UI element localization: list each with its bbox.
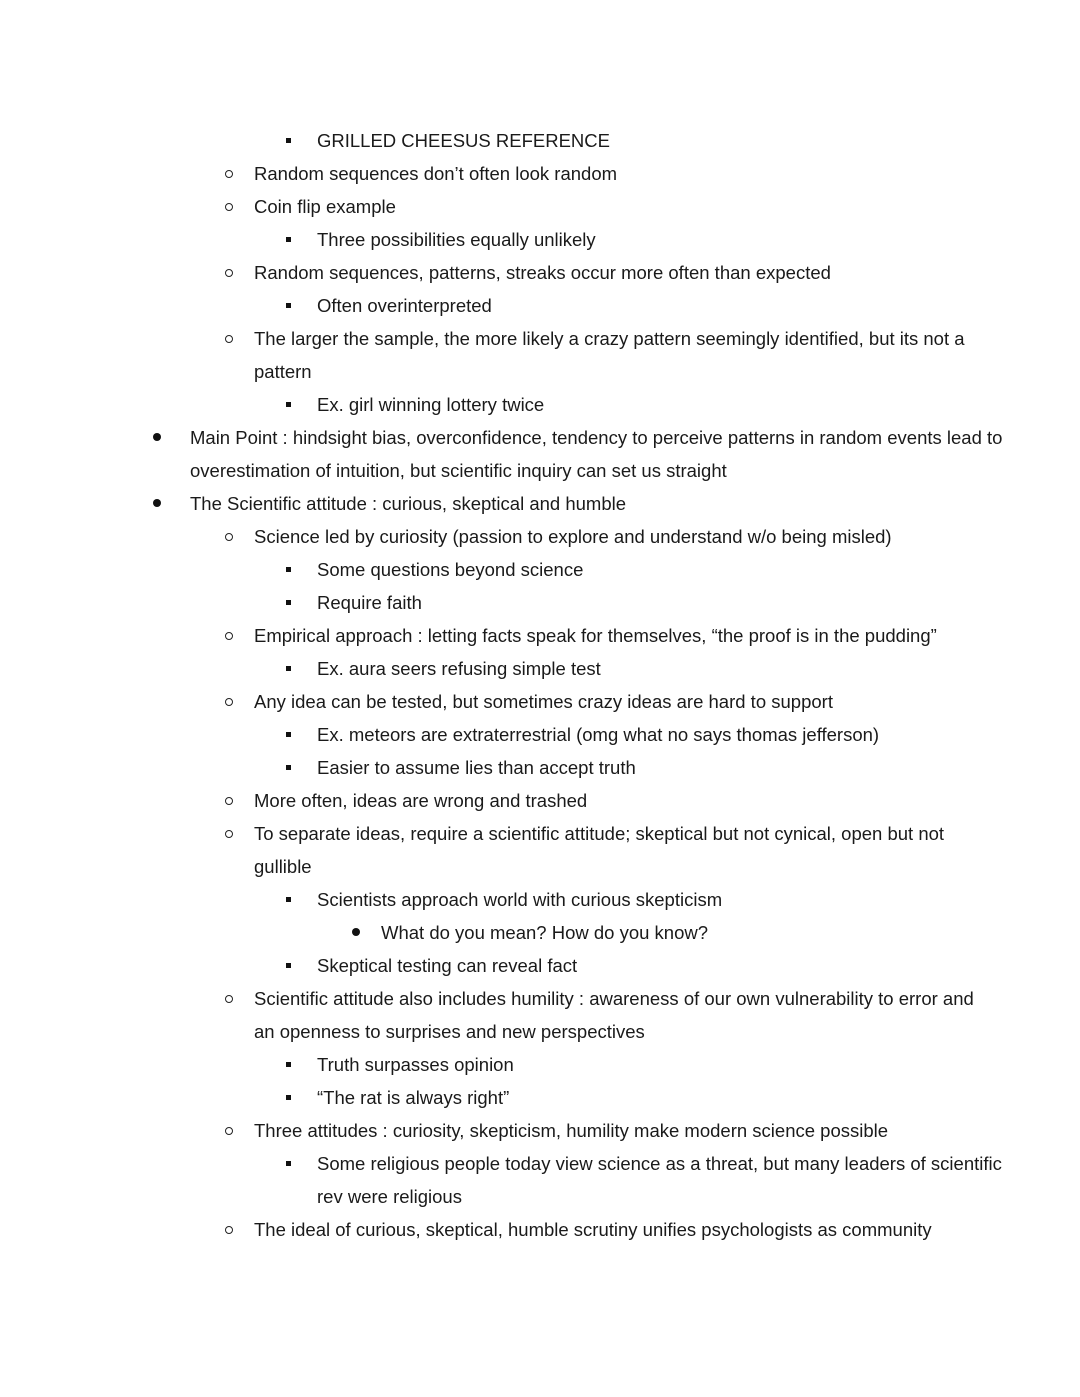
hollow-bullet-icon: [225, 335, 233, 343]
outline-item-text: Random sequences, patterns, streaks occur more often than expected: [254, 262, 831, 283]
outline-item-level-1: [0, 487, 1080, 520]
outline-item-text: Ex. girl winning lottery twice: [317, 394, 545, 415]
outline-item-text: rev were religious: [317, 1186, 462, 1207]
outline-item-text: Three attitudes : curiosity, skepticism, humility make modern science possible: [254, 1120, 889, 1141]
square-bullet-icon: [286, 1095, 291, 1100]
outline-item-text: Scientific attitude also includes humility : awareness of our own vulnerability to error and: [254, 988, 974, 1009]
outline-item-text: an openness to surprises and new perspectives: [254, 1021, 645, 1042]
outline-continuation-line: [0, 355, 1080, 388]
hollow-bullet-icon: [225, 830, 233, 838]
outline-item-text: overestimation of intuition, but scientific inquiry can set us straight: [190, 460, 727, 481]
outline-item-text: Truth surpasses opinion: [317, 1054, 514, 1075]
outline-item-text: Three possibilities equally unlikely: [317, 229, 596, 250]
outline-continuation-line: [0, 1180, 1080, 1213]
outline-item-level-3: [0, 1147, 1080, 1180]
outline-item-level-2: [0, 322, 1080, 355]
outline-item-text: Main Point : hindsight bias, overconfidence, tendency to perceive patterns in random events lead to: [190, 427, 1003, 448]
outline-item-level-3: [0, 388, 1080, 421]
outline-item-level-3: [0, 652, 1080, 685]
square-bullet-icon: [286, 732, 291, 737]
outline-item-text: More often, ideas are wrong and trashed: [254, 790, 588, 811]
hollow-bullet-icon: [225, 1226, 233, 1234]
hollow-bullet-icon: [225, 533, 233, 541]
outline-item-text: Empirical approach : letting facts speak for themselves, “the proof is in the pudding”: [254, 625, 937, 646]
outline-item-text: Some questions beyond science: [317, 559, 584, 580]
filled-bullet-icon: [153, 499, 161, 507]
outline-item-text: Scientists approach world with curious skepticism: [317, 889, 723, 910]
outline-item-text: Ex. meteors are extraterrestrial (omg what no says thomas jefferson): [317, 724, 880, 745]
outline-item-level-4: [0, 916, 1080, 949]
square-bullet-icon: [286, 138, 291, 143]
outline-item-level-3: [0, 124, 1080, 157]
square-bullet-icon: [286, 303, 291, 308]
hollow-bullet-icon: [225, 632, 233, 640]
outline-item-text: pattern: [254, 361, 312, 382]
outline-item-level-3: [0, 718, 1080, 751]
outline-item-text: Easier to assume lies than accept truth: [317, 757, 636, 778]
outline-item-level-3: [0, 553, 1080, 586]
outline-item-level-2: [0, 784, 1080, 817]
outline-item-level-2: [0, 190, 1080, 223]
square-bullet-icon: [286, 1062, 291, 1067]
hollow-bullet-icon: [225, 170, 233, 178]
hollow-bullet-icon: [225, 269, 233, 277]
square-bullet-icon: [286, 963, 291, 968]
outline-item-text: Coin flip example: [254, 196, 396, 217]
outline-item-text: Some religious people today view science as a threat, but many leaders of scientific: [317, 1153, 1002, 1174]
outline-item-text: gullible: [254, 856, 312, 877]
outline-item-level-3: [0, 1048, 1080, 1081]
outline-item-text: GRILLED CHEESUS REFERENCE: [317, 130, 610, 151]
outline-item-text: What do you mean? How do you know?: [381, 922, 709, 943]
square-bullet-icon: [286, 237, 291, 242]
hollow-bullet-icon: [225, 1127, 233, 1135]
outline-item-text: Ex. aura seers refusing simple test: [317, 658, 601, 679]
square-bullet-icon: [286, 567, 291, 572]
outline-continuation-line: [0, 850, 1080, 883]
outline-item-level-3: [0, 586, 1080, 619]
outline-item-level-3: [0, 949, 1080, 982]
filled-bullet-icon: [352, 928, 360, 936]
square-bullet-icon: [286, 666, 291, 671]
outline-item-text: The larger the sample, the more likely a crazy pattern seemingly identified, but its not a: [254, 328, 965, 349]
outline-item-level-3: [0, 289, 1080, 322]
hollow-bullet-icon: [225, 203, 233, 211]
hollow-bullet-icon: [225, 995, 233, 1003]
outline-item-level-2: [0, 982, 1080, 1015]
outline-item-text: Require faith: [317, 592, 422, 613]
outline-item-level-2: [0, 157, 1080, 190]
outline-item-level-3: [0, 751, 1080, 784]
outline-item-level-2: [0, 1213, 1080, 1246]
outline-item-level-3: [0, 1081, 1080, 1114]
outline-item-text: The ideal of curious, skeptical, humble scrutiny unifies psychologists as community: [254, 1219, 932, 1240]
outline-item-text: The Scientific attitude : curious, skeptical and humble: [190, 493, 627, 514]
outline-item-text: Skeptical testing can reveal fact: [317, 955, 578, 976]
outline-continuation-line: [0, 454, 1080, 487]
outline-item-level-1: [0, 421, 1080, 454]
outline-item-text: To separate ideas, require a scientific attitude; skeptical but not cynical, open but not: [254, 823, 945, 844]
notes-document: [0, 124, 1080, 1246]
hollow-bullet-icon: [225, 698, 233, 706]
outline-item-level-2: [0, 619, 1080, 652]
outline-item-text: Often overinterpreted: [317, 295, 492, 316]
outline-item-level-3: [0, 223, 1080, 256]
outline-item-text: “The rat is always right”: [317, 1087, 510, 1108]
outline-item-level-2: [0, 685, 1080, 718]
hollow-bullet-icon: [225, 797, 233, 805]
outline-item-level-3: [0, 883, 1080, 916]
outline-item-text: Science led by curiosity (passion to explore and understand w/o being misled): [254, 526, 892, 547]
outline-item-text: Any idea can be tested, but sometimes crazy ideas are hard to support: [254, 691, 833, 712]
outline-item-level-2: [0, 817, 1080, 850]
outline-item-level-2: [0, 520, 1080, 553]
square-bullet-icon: [286, 1161, 291, 1166]
square-bullet-icon: [286, 897, 291, 902]
outline-item-level-2: [0, 256, 1080, 289]
outline-item-text: Random sequences don’t often look random: [254, 163, 618, 184]
square-bullet-icon: [286, 600, 291, 605]
outline-continuation-line: [0, 1015, 1080, 1048]
square-bullet-icon: [286, 402, 291, 407]
outline-item-level-2: [0, 1114, 1080, 1147]
filled-bullet-icon: [153, 433, 161, 441]
square-bullet-icon: [286, 765, 291, 770]
